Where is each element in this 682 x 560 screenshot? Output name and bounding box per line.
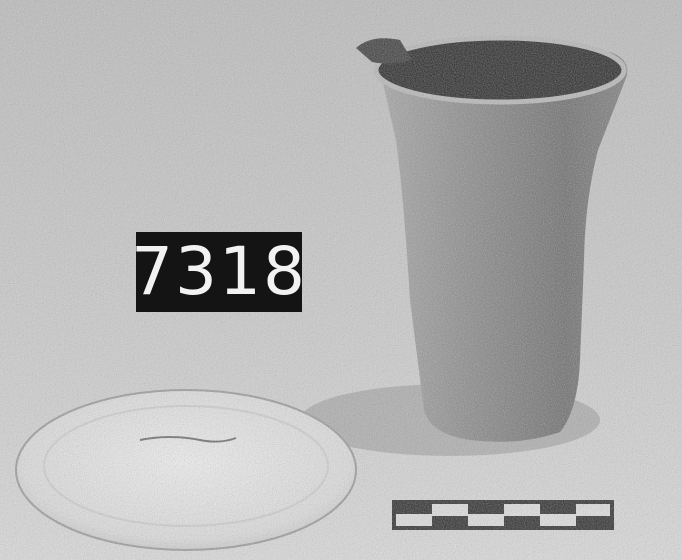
catalog-number-card	[131, 232, 307, 312]
catalog-number: 7318	[131, 233, 307, 310]
